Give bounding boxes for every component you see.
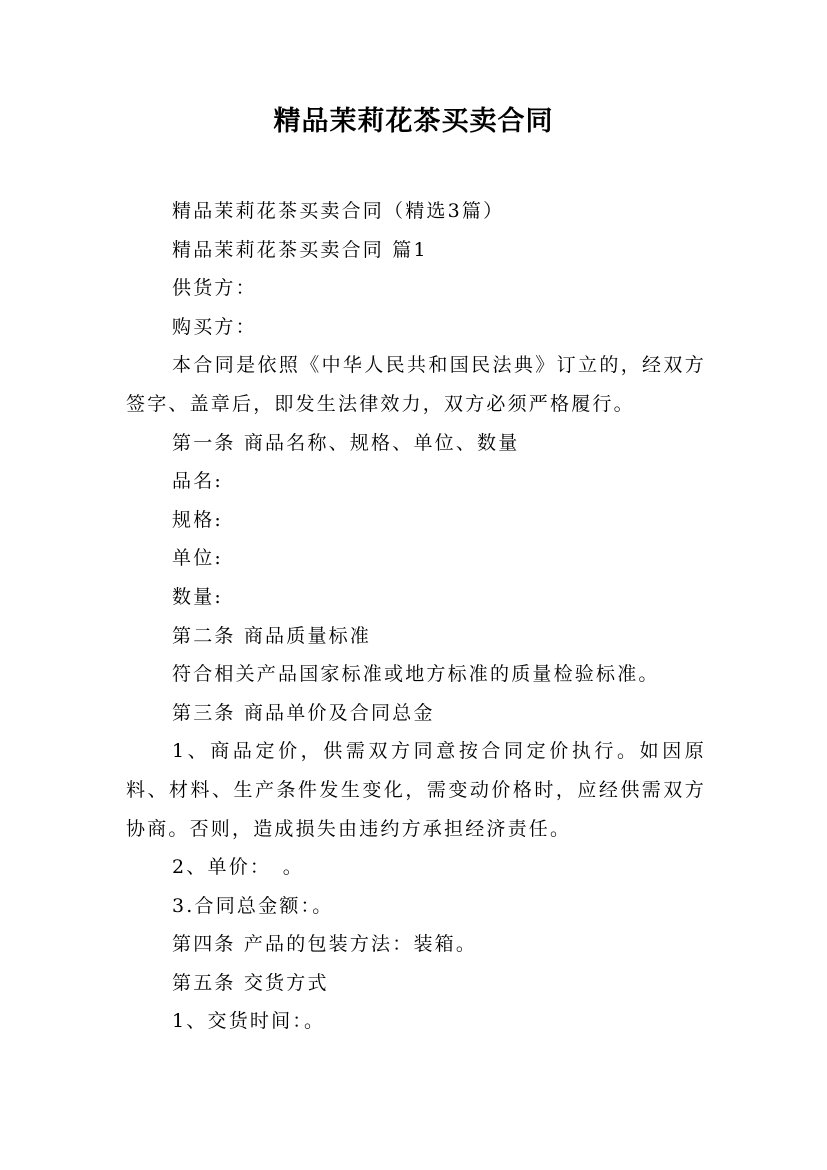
- paragraph-purchaser: 购买方：: [172, 315, 257, 338]
- paragraph-article-2: 第二条 商品质量标准: [172, 624, 372, 647]
- document-body: [126, 192, 706, 1041]
- paragraph-unit-price: 2、单价： 。: [172, 856, 304, 879]
- paragraph-pricing-clause: 1、商品定价，供需双方同意按合同定价执行。如因原料、材料、生产条件发生变化，需变动价格时，应经供需双方协商。否则，造成损失由违约方承担经济责任。: [126, 740, 706, 840]
- paragraph-article-1: 第一条 商品名称、规格、单位、数量: [172, 431, 520, 454]
- paragraph-quality-standard: 符合相关产品国家标准或地方标准的质量检验标准。: [172, 663, 660, 686]
- paragraph-quantity: 数量:: [172, 585, 224, 608]
- paragraph-preamble: 本合同是依照《中华人民共和国民法典》订立的，经双方签字、盖章后，即发生法律效力，双方必须严格履行。: [126, 354, 706, 415]
- paragraph-collection-title: 精品茉莉花茶买卖合同（精选3篇）: [172, 200, 505, 222]
- paragraph-total-amount: 3.合同总金额：。: [172, 894, 334, 917]
- paragraph-article-3: 第三条 商品单价及合同总金: [172, 701, 435, 724]
- paragraph-delivery-time: 1、交货时间：。: [172, 1010, 326, 1033]
- paragraph-specification: 规格:: [172, 508, 224, 531]
- paragraph-unit: 单位:: [172, 547, 224, 570]
- paragraph-supplier: 供货方：: [172, 277, 257, 300]
- paragraph-article-5: 第五条 交货方式: [172, 971, 329, 994]
- paragraph-product-name: 品名:: [172, 470, 224, 493]
- paragraph-contract-heading: 精品茉莉花茶买卖合同 篇1: [172, 238, 428, 261]
- document-title: 精品茉莉花茶买卖合同: [273, 106, 554, 137]
- paragraph-article-4: 第四条 产品的包装方法：装箱。: [172, 933, 478, 956]
